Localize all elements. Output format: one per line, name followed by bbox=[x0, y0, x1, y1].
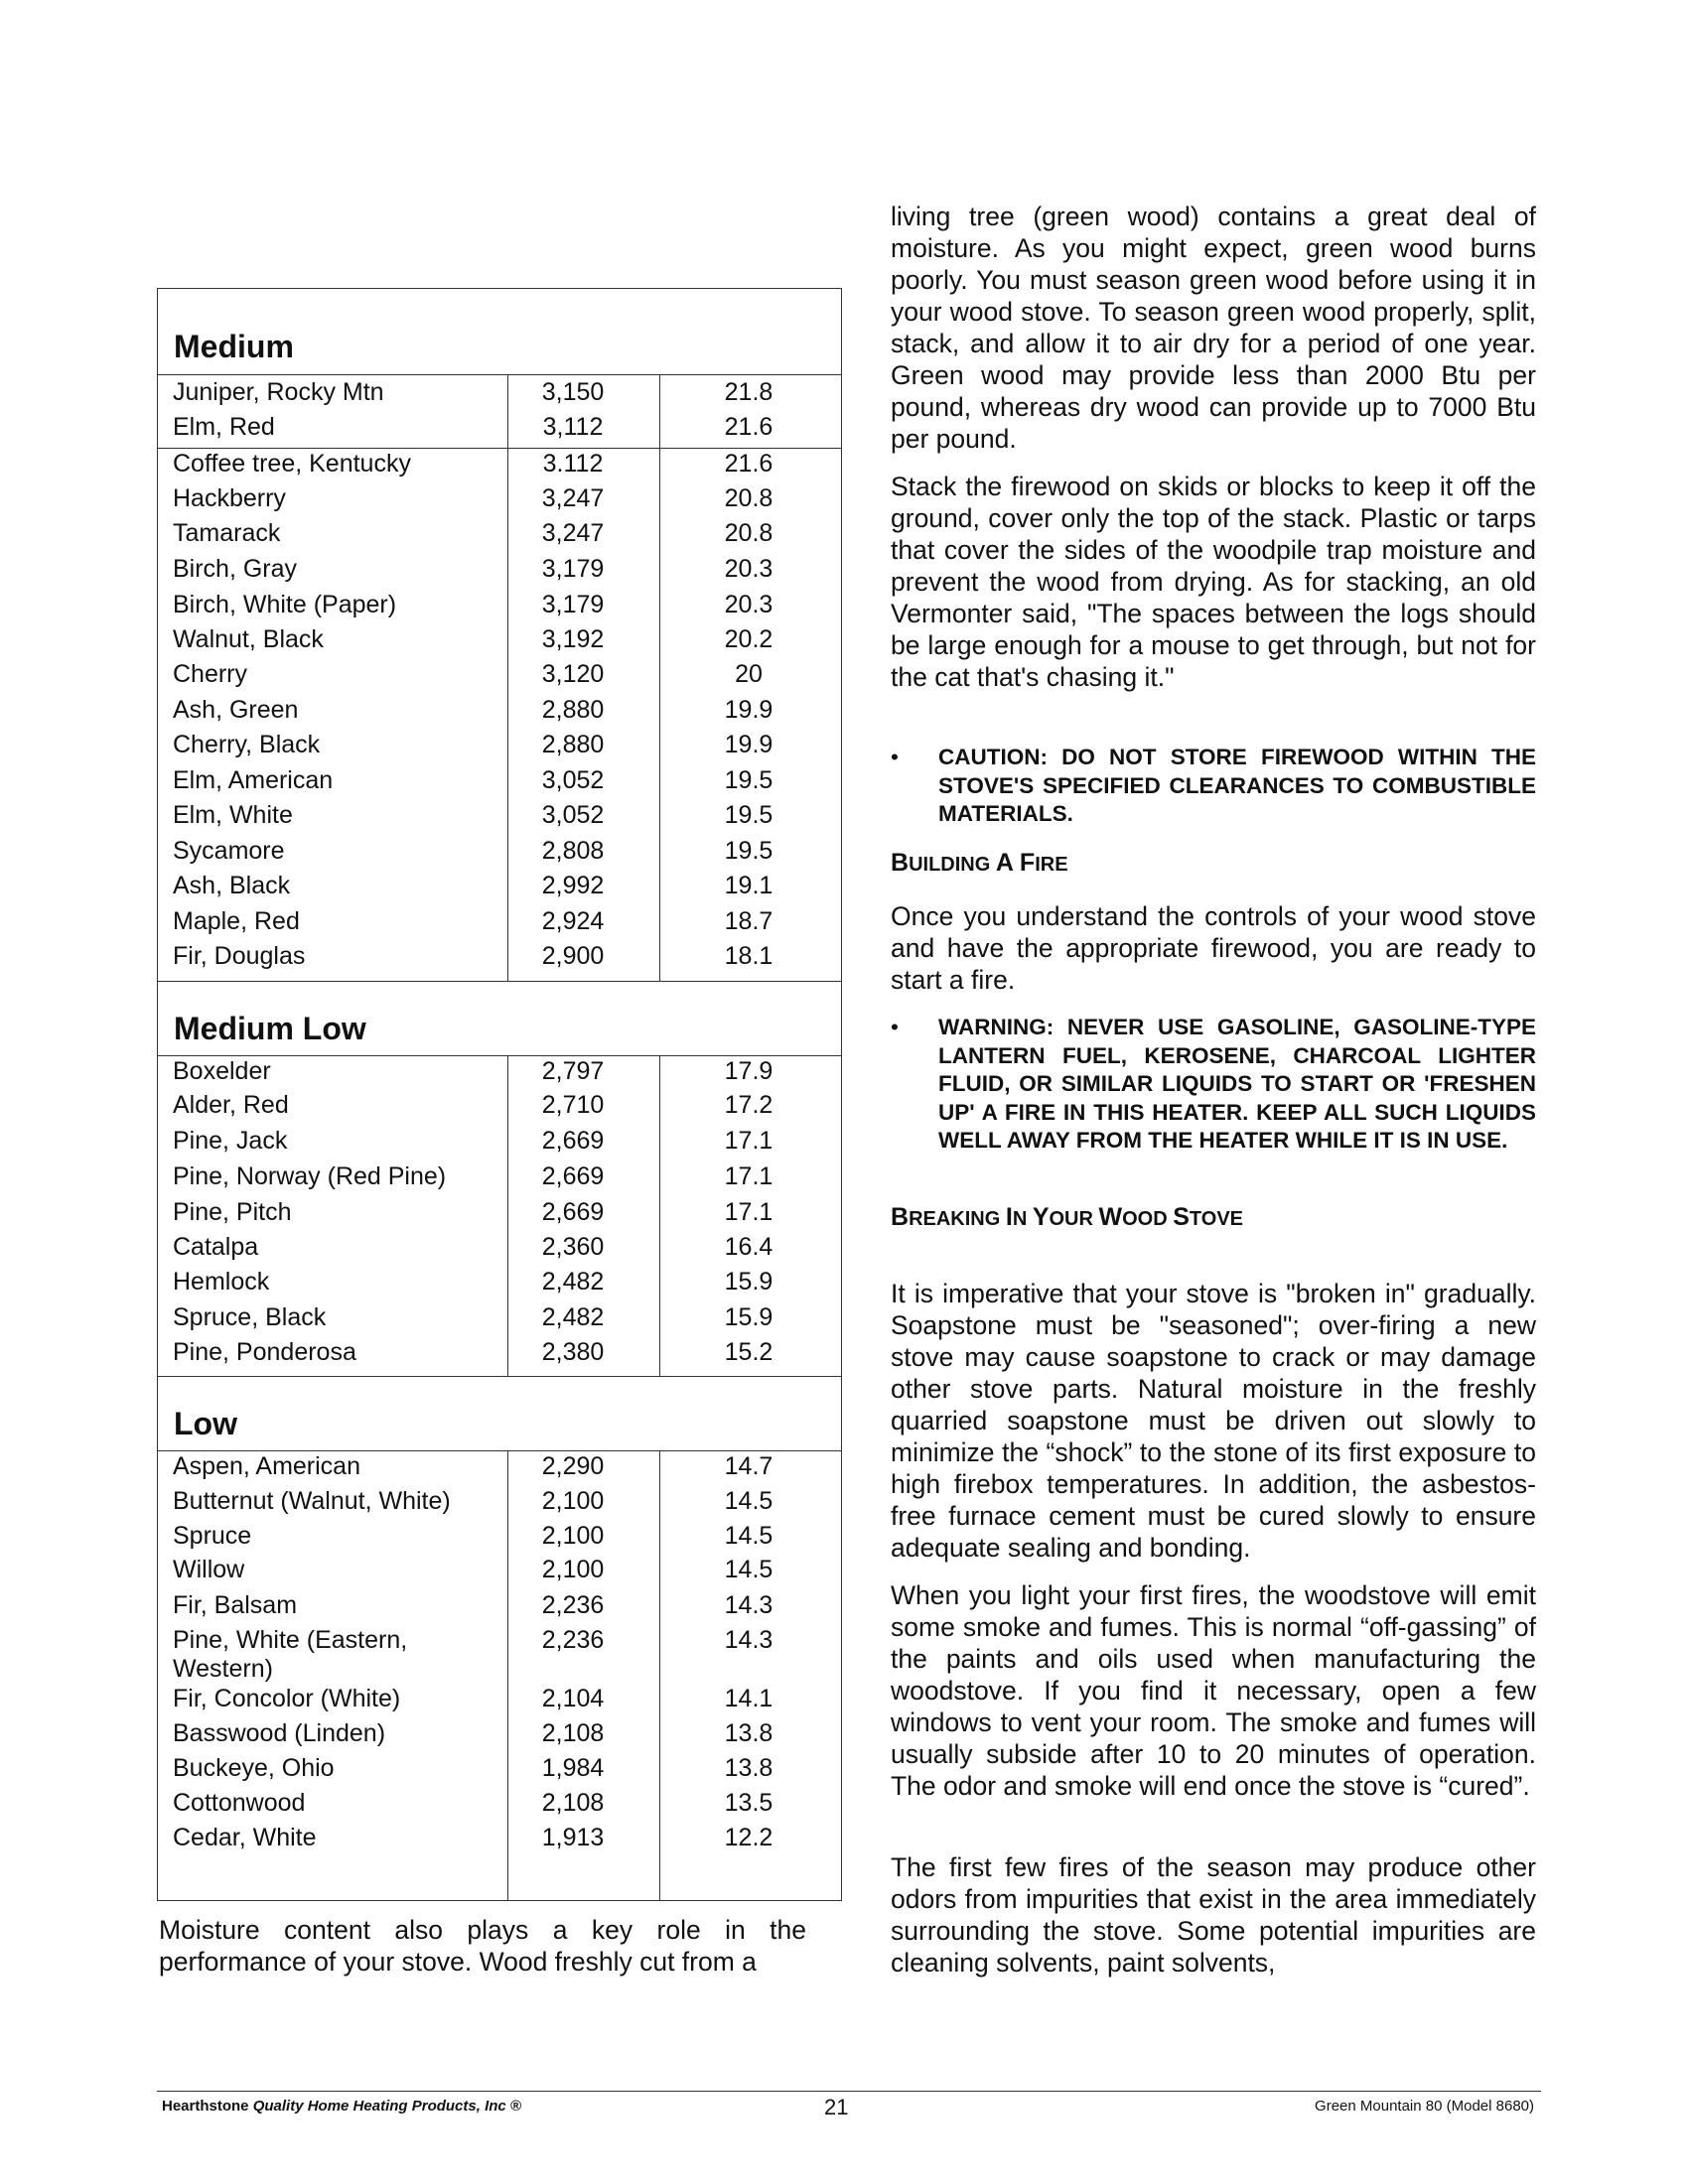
green-wood-paragraph: living tree (green wood) contains a great deal of moisture. As you might expect, green wood burns poorly. You must season green wood before using it in your wood stove. To season green wood properly, split, stack, and allow it to air dry for a period of one year. Green wood may provide less than 2000 Btu per pound, whereas dry wood can provide up to 7000 Btu per pound. bbox=[891, 202, 1536, 454]
cell-btu: 2,900 bbox=[541, 942, 605, 970]
cell-btu: 2,482 bbox=[541, 1303, 605, 1331]
cell-btu: 1,984 bbox=[541, 1754, 605, 1782]
cell-heat: 13.8 bbox=[724, 1719, 774, 1747]
footer-rule bbox=[157, 2091, 1541, 2092]
cell-heat: 17.1 bbox=[724, 1127, 774, 1155]
cell-name: Fir, Douglas bbox=[173, 942, 306, 970]
cell-btu: 3,052 bbox=[541, 766, 605, 794]
warning-bullet bbox=[891, 1014, 1536, 1156]
cell-heat: 14.5 bbox=[724, 1556, 774, 1583]
footer-brand: Hearthstone bbox=[162, 2098, 249, 2115]
cell-name: Walnut, Black bbox=[173, 625, 324, 653]
cell-btu: 2,808 bbox=[541, 837, 605, 865]
cell-heat: 19.5 bbox=[724, 766, 774, 794]
section-title-low: Low bbox=[174, 1406, 237, 1441]
table-divider bbox=[158, 1055, 841, 1056]
cell-btu: 2,236 bbox=[541, 1626, 605, 1654]
cell-heat: 14.7 bbox=[724, 1452, 774, 1480]
cell-heat: 20.8 bbox=[724, 484, 774, 512]
cell-heat: 17.1 bbox=[724, 1198, 774, 1226]
cell-heat: 20 bbox=[735, 660, 763, 688]
cell-name: Ash, Black bbox=[173, 872, 291, 899]
cell-heat: 21.6 bbox=[724, 450, 774, 478]
cell-btu: 3,247 bbox=[541, 484, 605, 512]
cell-name: Cherry bbox=[173, 660, 248, 688]
heading-breaking-in-your-wood-stove: BREAKING IN YOUR WOOD STOVE bbox=[891, 1203, 1244, 1231]
cell-name: Pine, Ponderosa bbox=[173, 1338, 356, 1366]
cell-heat: 17.2 bbox=[724, 1091, 774, 1119]
cell-name: Maple, Red bbox=[173, 907, 300, 935]
cell-name: Birch, Gray bbox=[173, 555, 298, 583]
cell-heat: 19.9 bbox=[724, 731, 774, 758]
cell-heat: 20.3 bbox=[724, 555, 774, 583]
cell-name: Cottonwood bbox=[173, 1789, 306, 1817]
table-divider bbox=[158, 1450, 841, 1451]
cell-btu: 2,108 bbox=[541, 1789, 605, 1817]
stack-firewood-paragraph: Stack the firewood on skids or blocks to keep it off the ground, cover only the top of the stack. Plastic or tarps that cover the sides of the woodpile trap moisture and prevent the wood from drying. As for stacking, an old Vermonter said, "The spaces between the logs should be large enough for a mouse to get through, but not for the cat that's chasing it." bbox=[891, 472, 1536, 692]
footer-tagline: Quality Home Heating Products, Inc ® bbox=[252, 2098, 521, 2115]
cell-heat: 20.8 bbox=[724, 519, 774, 547]
cell-name: Willow bbox=[173, 1556, 245, 1583]
cell-btu: 2,290 bbox=[541, 1452, 605, 1480]
cell-btu: 2,482 bbox=[541, 1268, 605, 1296]
bullet-icon: • bbox=[891, 1015, 899, 1039]
cell-heat: 16.4 bbox=[724, 1233, 774, 1261]
cell-btu: 3,247 bbox=[541, 519, 605, 547]
cell-heat: 14.3 bbox=[724, 1626, 774, 1654]
cell-btu: 2,669 bbox=[541, 1198, 605, 1226]
cell-heat: 19.5 bbox=[724, 801, 774, 829]
cell-btu: 3,179 bbox=[541, 555, 605, 583]
cell-btu: 2,104 bbox=[541, 1685, 605, 1712]
cell-name: Catalpa bbox=[173, 1233, 259, 1261]
cell-btu: 2,669 bbox=[541, 1127, 605, 1155]
cell-heat: 18.7 bbox=[724, 907, 774, 935]
cell-btu: 3,150 bbox=[541, 378, 605, 406]
cell-heat: 14.5 bbox=[724, 1487, 774, 1515]
cell-btu: 2,360 bbox=[541, 1233, 605, 1261]
cell-name: Buckeye, Ohio bbox=[173, 1754, 335, 1782]
cell-name: Pine, Pitch bbox=[173, 1198, 292, 1226]
column-divider bbox=[659, 374, 660, 981]
column-divider bbox=[507, 1055, 508, 1376]
cell-name: Boxelder bbox=[173, 1057, 271, 1085]
cell-name: Tamarack bbox=[173, 519, 281, 547]
cell-name: Aspen, American bbox=[173, 1452, 360, 1480]
cell-heat: 15.9 bbox=[724, 1303, 774, 1331]
heading-building-a-fire: BUILDING A FIRE bbox=[891, 849, 1068, 877]
cell-name: Pine, Norway (Red Pine) bbox=[173, 1162, 447, 1190]
cell-heat: 14.1 bbox=[724, 1685, 774, 1712]
cell-btu: 2,880 bbox=[541, 696, 605, 724]
cell-name: Ash, Green bbox=[173, 696, 299, 724]
cell-btu: 2,108 bbox=[541, 1719, 605, 1747]
cell-name: Sycamore bbox=[173, 837, 285, 865]
cell-heat: 17.9 bbox=[724, 1057, 774, 1085]
caution-text: CAUTION: DO NOT STORE FIREWOOD WITHIN THE STOVE'S SPECIFIED CLEARANCES TO COMBUSTIBLE MATERIALS. bbox=[938, 745, 1536, 826]
cell-heat: 15.9 bbox=[724, 1268, 774, 1296]
cell-btu: 2,797 bbox=[541, 1057, 605, 1085]
cell-heat: 19.5 bbox=[724, 837, 774, 865]
page-number: 21 bbox=[824, 2095, 849, 2119]
cell-heat: 19.1 bbox=[724, 872, 774, 899]
building-fire-paragraph: Once you understand the controls of your wood stove and have the appropriate firewood, you are ready to start a fire. bbox=[891, 901, 1536, 995]
cell-name: Juniper, Rocky Mtn bbox=[173, 378, 384, 406]
warning-text: WARNING: NEVER USE GASOLINE, GASOLINE-TYPE LANTERN FUEL, KEROSENE, CHARCOAL LIGHTER FLUID, OR SIMILAR LIQUIDS TO START OR 'FRESHEN UP' A FIRE IN THIS HEATER. KEEP ALL SUCH LIQUIDS WELL AWAY FROM THE HEATER WHILE IT IS IN USE. bbox=[938, 1015, 1536, 1153]
cell-name: Spruce bbox=[173, 1522, 252, 1550]
table-divider bbox=[158, 448, 841, 449]
cell-btu: 2,100 bbox=[541, 1556, 605, 1583]
cell-name: Hackberry bbox=[173, 484, 286, 512]
cell-name: Elm, White bbox=[173, 801, 293, 829]
cell-name: Butternut (Walnut, White) bbox=[173, 1487, 451, 1515]
section-title-medium-low: Medium Low bbox=[174, 1011, 366, 1046]
cell-name: Elm, American bbox=[173, 766, 334, 794]
cell-btu: 3,179 bbox=[541, 591, 605, 618]
cell-name: Pine, Jack bbox=[173, 1127, 288, 1155]
cell-btu: 2,880 bbox=[541, 731, 605, 758]
odors-paragraph: The first few fires of the season may produce other odors from impurities that exist in the area immediately surrounding the stove. Some potential impurities are cleaning solvents, paint solvents, bbox=[891, 1852, 1536, 1978]
table-divider bbox=[158, 981, 841, 982]
breaking-in-paragraph: It is imperative that your stove is "broken in" gradually. Soapstone must be "seasoned"; over-firing a new stove may cause soapstone to crack or may damage other stove parts. Natural moisture in the freshly quarried soapstone must be driven out slowly to minimize the “shock” to the stone of its first exposure to high firebox temperatures. In addition, the asbestos-free furnace cement must be cured slowly to ensure adequate sealing and bonding. bbox=[891, 1279, 1536, 1563]
cell-name: Elm, Red bbox=[173, 413, 275, 441]
first-fires-paragraph: When you light your first fires, the woodstove will emit some smoke and fumes. This is normal “off-gassing” of the paints and oils used when manufacturing the woodstove. If you find it necessary, open a few windows to vent your room. The smoke and fumes will usually subside after 10 to 20 minutes of operation. The odor and smoke will end once the stove is “cured”. bbox=[891, 1580, 1536, 1801]
moisture-paragraph: Moisture content also plays a key role in the performance of your stove. Wood freshly cut from a bbox=[159, 1915, 806, 1977]
cell-heat: 15.2 bbox=[724, 1338, 774, 1366]
cell-name: Fir, Concolor (White) bbox=[173, 1685, 401, 1712]
cell-name: Hemlock bbox=[173, 1268, 270, 1296]
cell-heat: 21.6 bbox=[724, 413, 774, 441]
cell-heat: 13.8 bbox=[724, 1754, 774, 1782]
cell-btu: 2,924 bbox=[541, 907, 605, 935]
cell-btu: 1,913 bbox=[541, 1824, 605, 1851]
column-divider bbox=[507, 374, 508, 981]
table-divider bbox=[158, 1376, 841, 1377]
cell-heat: 12.2 bbox=[724, 1824, 774, 1851]
cell-name: Spruce, Black bbox=[173, 1303, 327, 1331]
cell-btu: 2,710 bbox=[541, 1091, 605, 1119]
cell-heat: 20.2 bbox=[724, 625, 774, 653]
cell-heat: 14.5 bbox=[724, 1522, 774, 1550]
cell-heat: 13.5 bbox=[724, 1789, 774, 1817]
cell-btu: 2,100 bbox=[541, 1522, 605, 1550]
cell-name: Cedar, White bbox=[173, 1824, 317, 1851]
section-title-medium: Medium bbox=[174, 329, 294, 364]
cell-btu: 2,992 bbox=[541, 872, 605, 899]
cell-name: Fir, Balsam bbox=[173, 1591, 298, 1619]
wood-fuel-table bbox=[157, 288, 842, 1901]
column-divider bbox=[659, 1450, 660, 1900]
table-divider bbox=[158, 374, 841, 375]
footer-company bbox=[162, 2098, 521, 2116]
cell-heat: 17.1 bbox=[724, 1162, 774, 1190]
cell-name: Cherry, Black bbox=[173, 731, 321, 758]
cell-heat: 21.8 bbox=[724, 378, 774, 406]
column-divider bbox=[507, 1450, 508, 1900]
cell-heat: 19.9 bbox=[724, 696, 774, 724]
cell-name: Birch, White (Paper) bbox=[173, 591, 397, 618]
footer-model: Green Mountain 80 (Model 8680) bbox=[1315, 2098, 1534, 2115]
cell-btu: 3,192 bbox=[541, 625, 605, 653]
cell-btu: 2,100 bbox=[541, 1487, 605, 1515]
caution-bullet bbox=[891, 744, 1536, 829]
cell-btu: 3,120 bbox=[541, 660, 605, 688]
cell-btu: 2,669 bbox=[541, 1162, 605, 1190]
cell-heat: 18.1 bbox=[724, 942, 774, 970]
cell-name: Basswood (Linden) bbox=[173, 1719, 386, 1747]
cell-name: Alder, Red bbox=[173, 1091, 289, 1119]
cell-name: Coffee tree, Kentucky bbox=[173, 450, 411, 478]
cell-btu: 2,380 bbox=[541, 1338, 605, 1366]
bullet-icon: • bbox=[891, 745, 899, 769]
column-divider bbox=[659, 1055, 660, 1376]
cell-name: Pine, White (Eastern, Western) bbox=[173, 1626, 408, 1683]
cell-heat: 14.3 bbox=[724, 1591, 774, 1619]
cell-btu: 3,112 bbox=[542, 413, 604, 441]
cell-btu: 3.112 bbox=[542, 450, 604, 478]
cell-btu: 2,236 bbox=[541, 1591, 605, 1619]
cell-btu: 3,052 bbox=[541, 801, 605, 829]
cell-heat: 20.3 bbox=[724, 591, 774, 618]
